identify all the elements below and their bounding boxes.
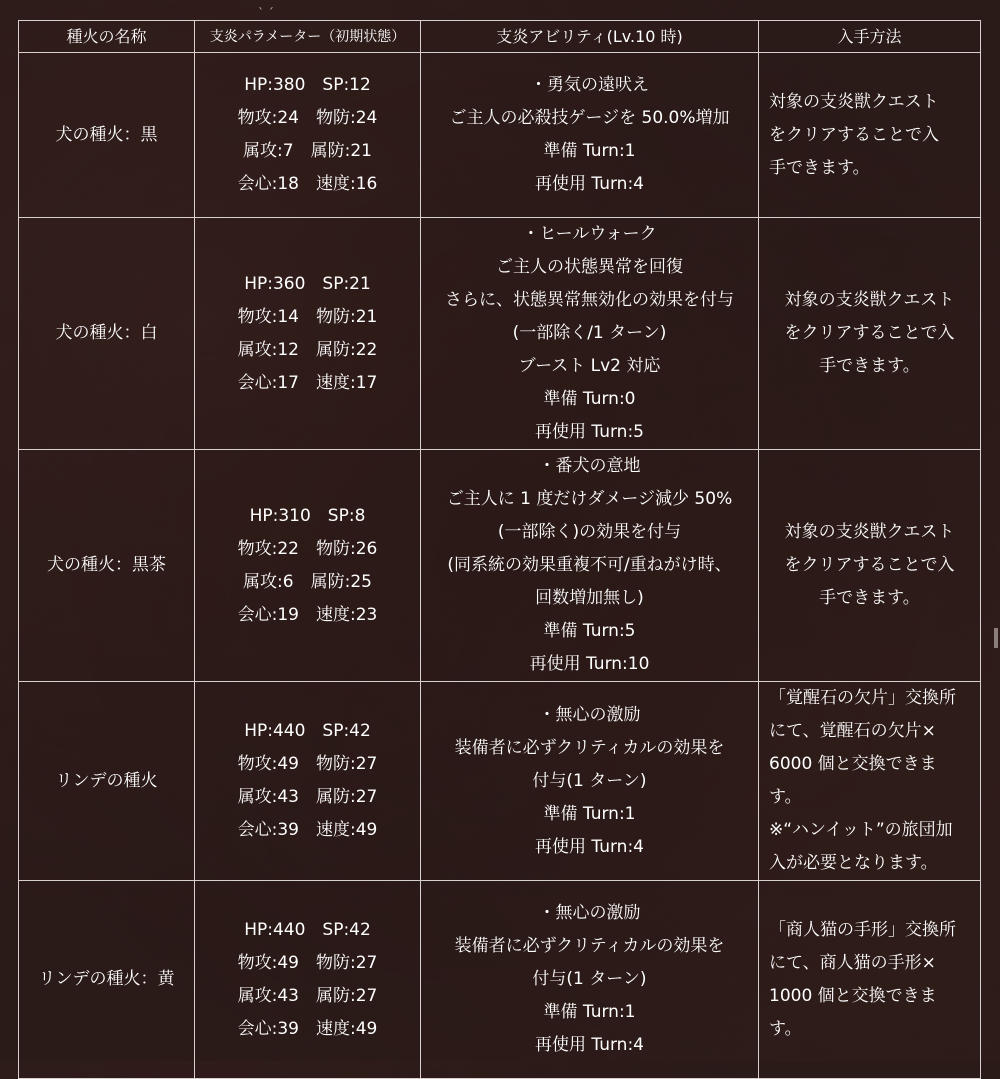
param-line: HP:310 SP:8 [249, 505, 366, 526]
table-row [19, 450, 981, 682]
param-line: 物攻:24 物防:24 [237, 108, 378, 128]
ability-line: 再使用 Turn:4 [535, 1035, 644, 1055]
param-line: 会心:17 速度:17 [237, 372, 378, 393]
ability-line: 再使用 Turn:4 [535, 836, 644, 857]
method-cell [759, 218, 981, 450]
param-line: 物攻:49 物防:27 [237, 952, 378, 973]
table-row [19, 218, 981, 450]
ability-line: 再使用 Turn:10 [529, 654, 650, 674]
param-line: HP:380 SP:12 [244, 75, 371, 95]
method-line: 手できます。 [819, 588, 920, 608]
seed-name-cell: 犬の種火：黒 [19, 53, 195, 218]
param-line: 属攻:7 属防:21 [243, 141, 372, 161]
ability-line: 準備 Turn:1 [543, 803, 636, 824]
param-line: HP:440 SP:42 [244, 919, 371, 940]
method-line: ※“ハンイット”の旅団加 [769, 820, 953, 840]
method-line: をクリアすることで入 [784, 555, 955, 575]
method-cell [759, 53, 981, 218]
ability-cell [421, 881, 759, 1079]
method-line: 対象の支炎獣クエスト [784, 290, 955, 310]
table-row [19, 53, 981, 218]
ability-line: (一部除く)の効果を付与 [497, 522, 682, 542]
ability-line: ご主人に 1 度だけダメージ減少 50% [446, 489, 733, 509]
method-line: 「覚醒石の欠片」交換所 [769, 688, 956, 708]
ability-line: 準備 Turn:0 [543, 389, 636, 409]
params-cell [195, 218, 421, 450]
method-cell [759, 881, 981, 1079]
param-line: 物攻:49 物防:27 [237, 754, 378, 774]
method-line: 入が必要となります。 [769, 853, 938, 873]
table-frame [18, 20, 980, 1079]
ability-line: 準備 Turn:1 [543, 1002, 636, 1022]
method-cell [759, 450, 981, 682]
param-line: 会心:39 速度:49 [237, 1018, 378, 1039]
header-ability: 支炎アビリティ(Lv.10 時) [421, 21, 759, 53]
seed-name-cell: 犬の種火：白 [19, 218, 195, 450]
seed-name-cell: 犬の種火：黒茶 [19, 450, 195, 682]
ability-line: 準備 Turn:1 [543, 141, 636, 161]
params-cell [195, 881, 421, 1079]
tane-bi-table [18, 20, 981, 1079]
header-name: 種火の名称 [19, 21, 195, 53]
ability-line: ・勇気の遠吠え [530, 75, 649, 95]
param-line: 属攻:6 属防:25 [243, 571, 372, 592]
ability-line: ・番犬の意地 [538, 456, 641, 476]
method-line: 6000 個と交換できま [769, 754, 937, 774]
param-line: 会心:18 速度:16 [237, 174, 378, 194]
param-line: 物攻:14 物防:21 [237, 306, 378, 327]
scroll-edge-mark [994, 628, 998, 648]
method-line: す。 [769, 1018, 802, 1039]
method-line: 対象の支炎獣クエスト [769, 91, 939, 112]
header-method: 入手方法 [759, 21, 981, 53]
method-line: をクリアすることで入 [769, 124, 939, 145]
ability-line: 回数増加無し) [535, 588, 644, 608]
ability-cell [421, 682, 759, 881]
header-row [19, 21, 981, 53]
method-line: 手できます。 [819, 356, 920, 376]
ability-line: さらに、状態異常無効化の効果を付与 [445, 290, 734, 310]
ability-cell [421, 450, 759, 682]
params-cell [195, 53, 421, 218]
method-line: 手できます。 [769, 157, 870, 178]
seed-name-cell: リンデの種火 [19, 682, 195, 881]
table-row [19, 881, 981, 1079]
method-line: にて、覚醒石の欠片× [769, 721, 936, 741]
ability-line: 再使用 Turn:5 [535, 422, 644, 442]
ability-line: 装備者に必ずクリティカルの効果を [454, 737, 725, 758]
method-line: 「商人猫の手形」交換所 [769, 919, 956, 940]
header-params: 支炎パラメーター（初期状態） [195, 21, 421, 53]
method-cell [759, 682, 981, 881]
ability-line: (一部除く/1 ターン) [512, 323, 667, 343]
table-row [19, 682, 981, 881]
params-cell [195, 682, 421, 881]
ability-line: ・ヒールウォーク [522, 224, 657, 244]
param-line: 会心:19 速度:23 [237, 604, 378, 625]
ability-line: (同系統の効果重複不可/重ねがけ時、 [447, 555, 732, 575]
ability-cell [421, 53, 759, 218]
param-line: 会心:39 速度:49 [237, 820, 378, 840]
param-line: 属攻:12 属防:22 [237, 339, 378, 360]
ability-line: 再使用 Turn:4 [535, 174, 644, 194]
method-line: 1000 個と交換できま [769, 985, 937, 1006]
param-line: 属攻:43 属防:27 [237, 985, 378, 1006]
ability-line: ご主人の必殺技ゲージを 50.0%増加 [449, 108, 730, 128]
param-line: 物攻:22 物防:26 [237, 538, 378, 559]
param-line: 属攻:43 属防:27 [237, 787, 378, 807]
ability-line: ・無心の激励 [538, 903, 641, 923]
params-cell [195, 450, 421, 682]
ability-line: ブースト Lv2 対応 [518, 356, 661, 376]
ability-cell [421, 218, 759, 450]
ability-line: ご主人の状態異常を回復 [496, 257, 683, 277]
method-line: にて、商人猫の手形× [769, 952, 936, 973]
ability-line: ・無心の激励 [538, 704, 641, 725]
method-line: をクリアすることで入 [784, 323, 955, 343]
ability-line: 付与(1 ターン) [532, 969, 647, 989]
method-line: す。 [769, 787, 802, 807]
param-line: HP:360 SP:21 [244, 273, 371, 294]
ability-line: 装備者に必ずクリティカルの効果を [454, 936, 725, 956]
ability-line: 準備 Turn:5 [543, 621, 636, 641]
seed-name-cell: リンデの種火：黄 [19, 881, 195, 1079]
top-fragment-mark: ` ´ [258, 6, 274, 20]
method-line: 対象の支炎獣クエスト [784, 522, 955, 542]
param-line: HP:440 SP:42 [244, 721, 371, 741]
ability-line: 付与(1 ターン) [532, 770, 647, 791]
